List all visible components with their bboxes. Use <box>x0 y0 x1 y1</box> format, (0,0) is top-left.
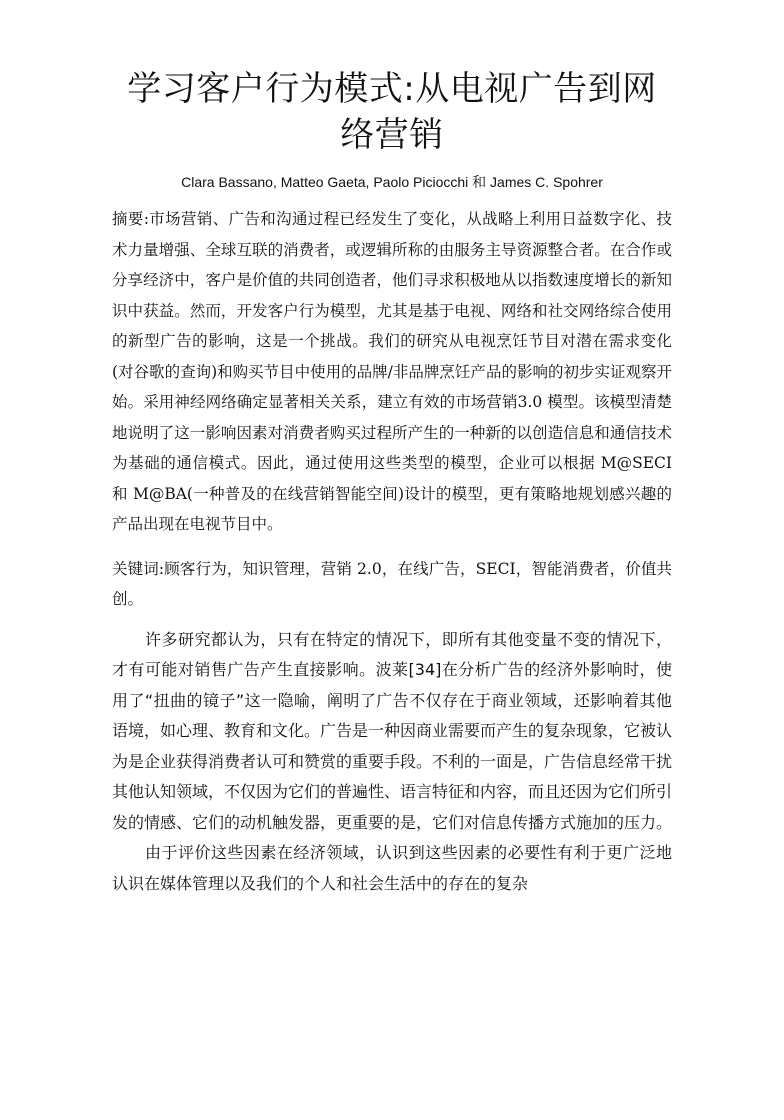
keywords-label: 关键词: <box>112 559 165 578</box>
keywords-text: 顾客行为，知识管理，营销 2.0，在线广告，SECI，智能消费者，价值共创。 <box>112 559 672 608</box>
title-line-1: 学习客户行为模式:从电视广告到网 <box>127 69 657 109</box>
keywords <box>112 554 672 615</box>
abstract-text: 市场营销、广告和沟通过程已经发生了变化，从战略上利用日益数字化、技术力量增强、全球互联的消费者，或逻辑所称的由服务主导资源整合者。在合作或分享经济中，客户是价值的共同创造者，他们寻求积极地从以指数速度增长的新知识中获益。然而，开发客户行为模型，尤其是基于电视、网络和社交网络综合使用的新型广告的影响，这是一个挑战。我们的研究从电视烹饪节目对潜在需求变化(对谷歌的查询)和购买节目中使用的品牌/非品牌烹饪产品的影响的初步实证观察开始。采用神经网络确定显著相关关系，建立有效的市场营销3.0 模型。该模型清楚地说明了这一影响因素对消费者购买过程所产生的一种新的以创造信息和通信技术为基础的通信模式。因此，通过使用这些类型的模型，企业可以根据 M@SECI 和 M@BA(一种普及的在线营销智能空间)设计的模型，更有策略地规划感兴趣的产品出现在电视节目中。 <box>112 210 672 533</box>
body-paragraph-1: 许多研究都认为，只有在特定的情况下，即所有其他变量不变的情况下，才有可能对销售广告产生直接影响。波莱[34]在分析广告的经济外影响时，使用了“扭曲的镜子”这一隐喻，阐明了广告不仅存在于商业领域，还影响着其他语境，如心理、教育和文化。广告是一种因商业需要而产生的复杂现象，它被认为是企业获得消费者认可和赞赏的重要手段。不利的一面是，广告信息经常干扰其他认知领域，不仅因为它们的普遍性、语言特征和内容，而且还因为它们所引发的情感、它们的动机触发器，更重要的是，它们对信息传播方式施加的压力。 <box>112 629 673 832</box>
body-paragraph-2: 由于评价这些因素在经济领域，认识到这些因素的必要性有利于更广泛地认识在媒体管理以及我们的个人和社会生活中的存在的复杂 <box>112 843 672 893</box>
author-list: Clara Bassano, Matteo Gaeta, Paolo Piciocchi 和 James C. Spohrer <box>181 174 603 190</box>
paper-title <box>112 66 672 158</box>
title-line-2: 络营销 <box>340 115 444 155</box>
abstract <box>112 204 672 540</box>
abstract-label: 摘要: <box>112 210 149 228</box>
